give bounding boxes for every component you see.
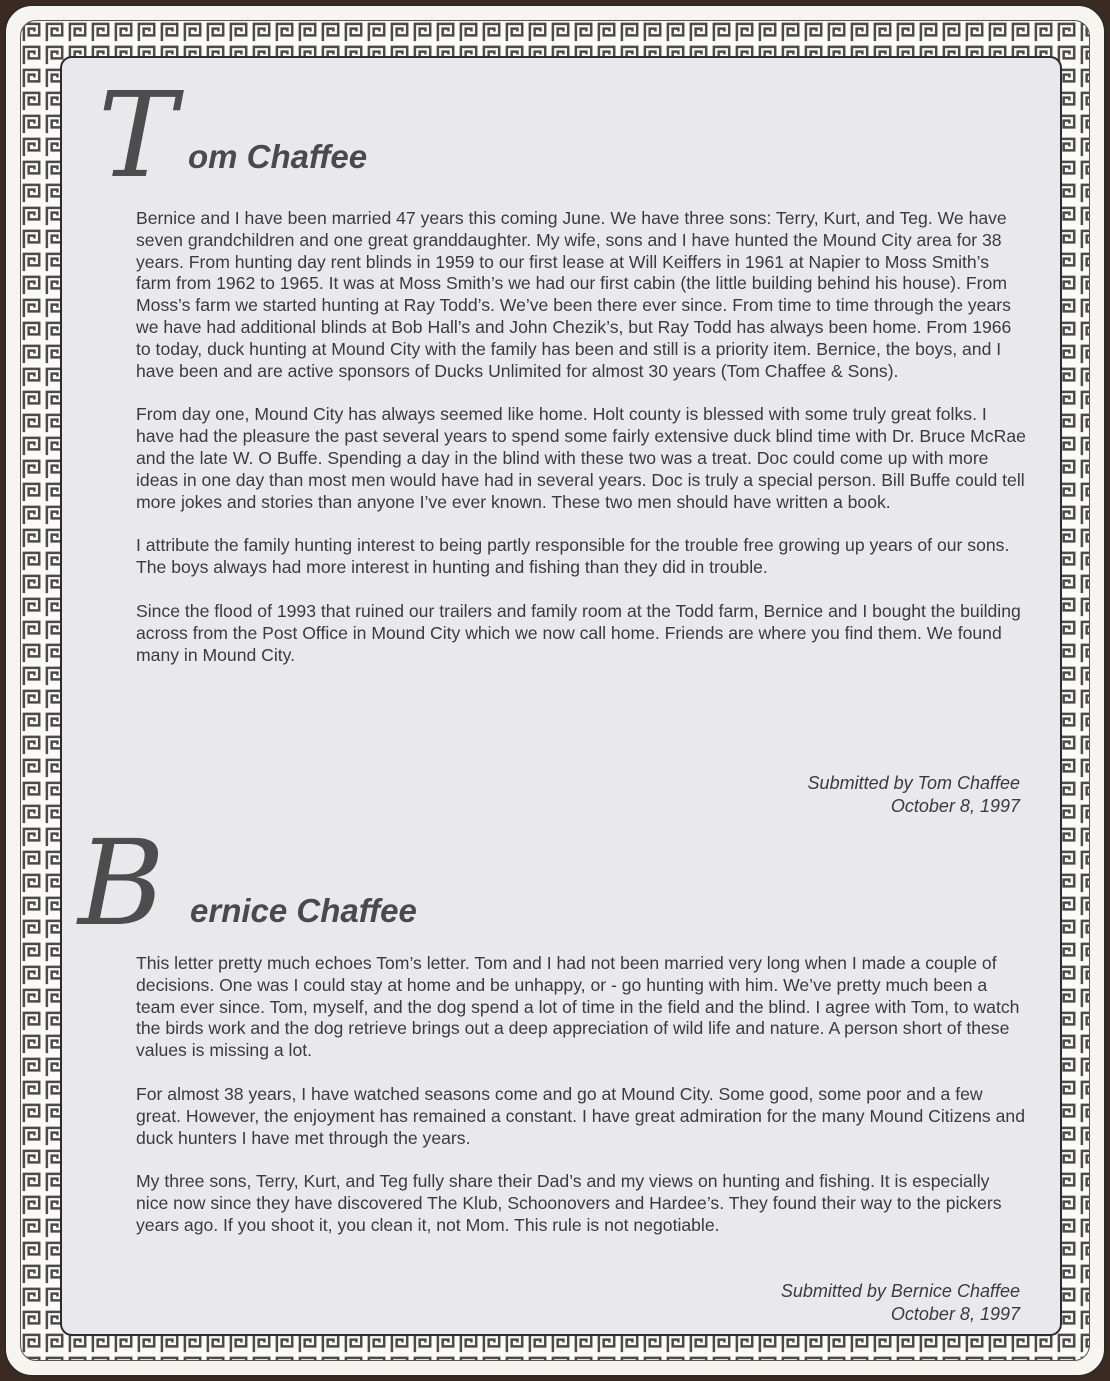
signature-line: Submitted by Tom Chaffee bbox=[807, 773, 1020, 793]
page-frame bbox=[4, 4, 1106, 1377]
paragraph: This letter pretty much echoes Tom’s letter. Tom and I had not been married very long when I made a couple of decisions. One was I could stay at home and be unhappy, or - go hunting with him. We’ve pretty much been a team ever since. Tom, myself, and the dog spend a lot of time in the field and the blind. I agree with Tom, to watch the birds work and the dog retrieve brings out a deep appreciation of wild life and nature. A person short of these values is missing a lot. bbox=[136, 953, 1020, 1061]
paragraph: I attribute the family hunting interest to being partly responsible for the trouble free growing up years of our sons. The boys always had more interest in hunting and fishing than they did in trouble. bbox=[136, 535, 1010, 578]
paragraph: For almost 38 years, I have watched seasons come and go at Mound City. Some good, some poor and a few great. However, the enjoyment has remained a constant. I have great admiration for the many Mound Citizens and duck hunters I have met through the years. bbox=[136, 1083, 1025, 1148]
section-heading-tom bbox=[96, 66, 496, 204]
decorative-initial-b: B bbox=[78, 814, 165, 952]
paragraph: Since the flood of 1993 that ruined our trailers and family room at the Todd farm, Bernice and I bought the building across from the Post Office in Mound City which we now call home. Friends are where you find them. We found many in Mound City. bbox=[136, 600, 1021, 665]
document-page bbox=[60, 56, 1062, 1336]
decorative-initial-t: T bbox=[98, 66, 177, 204]
signature-date: October 8, 1997 bbox=[890, 796, 1020, 816]
paragraph: From day one, Mound City has always seemed like home. Holt county is blessed with some truly great folks. I have had the pleasure the past several years to spend some fairly extensive duck blind time with Dr. Bruce McRae and the late W. O Buffe. Spending a day in the blind with these two was a treat. Doc could come up with more ideas in one day than most men would have had in several years. Doc is truly a special person. Bill Buffe could tell more jokes and stories than anyone I’ve ever known. These two men should have written a book. bbox=[136, 404, 1026, 512]
section-heading-bernice bbox=[74, 814, 574, 952]
signature-block-tom bbox=[808, 772, 1020, 818]
signature-date: October 8, 1997 bbox=[890, 1304, 1020, 1324]
signature-block-bernice bbox=[781, 1280, 1020, 1326]
signature-line: Submitted by Bernice Chaffee bbox=[780, 1281, 1020, 1301]
heading-text-tom: om Chaffee bbox=[188, 138, 368, 175]
paragraph: My three sons, Terry, Kurt, and Teg fully share their Dad’s and my views on hunting and fishing. It is especially nice now since they have discovered The Klub, Schoonovers and Hardee’s. They found their way to the pickers years ago. If you shoot it, you clean it, not Mom. This rule is not negotiable. bbox=[136, 1171, 1002, 1235]
paragraph: Bernice and I have been married 47 years this coming June. We have three sons: Terry, Kurt, and Teg. We have seven grandchildren and one great granddaughter. My wife, sons and I have hunted the Mound City area for 38 years. From hunting day rent blinds in 1959 to our first lease at Will Keiffers in 1961 at Napier to Moss Smith’s farm from 1962 to 1965. It was at Moss Smith’s we had our first cabin (the little building behind his house). From Moss’s farm we started hunting at Ray Todd’s. We’ve been there ever since. From time to time through the years we have had additional blinds at Bob Hall’s and John Chezik’s, but Ray Todd has always been home. From 1966 to today, duck hunting at Mound City with the family has been and still is a priority item. Bernice, the boys, and I have been and are active sponsors of Ducks Unlimited for almost 30 years (Tom Chaffee & Sons). bbox=[136, 208, 1012, 381]
letter-body-tom bbox=[136, 208, 1026, 688]
letter-body-bernice bbox=[136, 953, 1026, 1259]
heading-text-bernice: ernice Chaffee bbox=[190, 892, 417, 929]
